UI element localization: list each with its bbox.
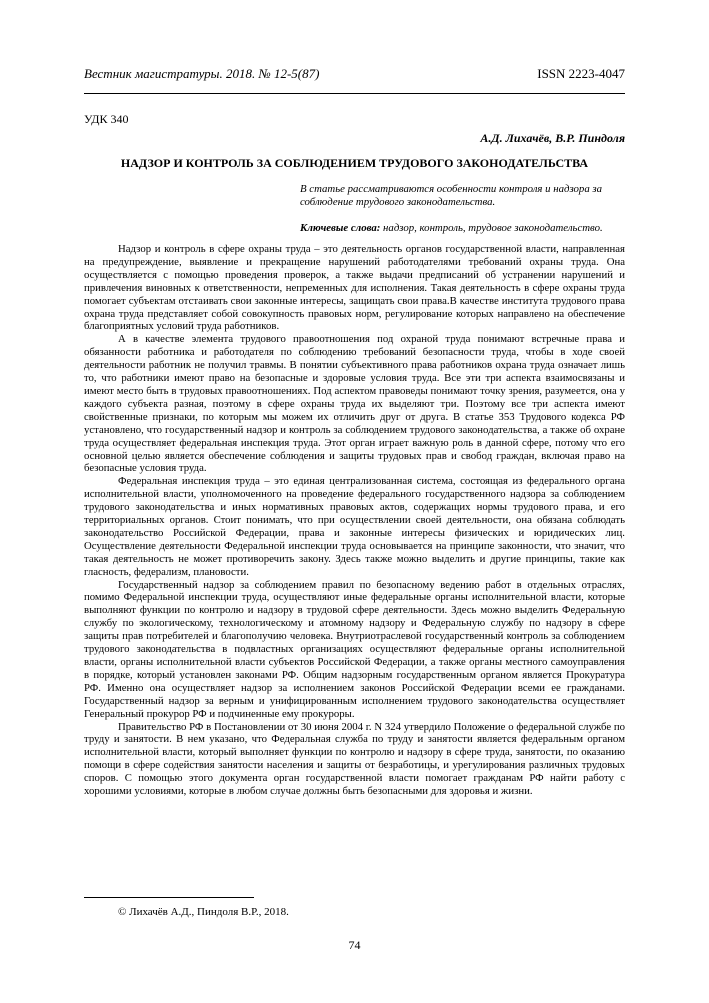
body-paragraph: Федеральная инспекция труда – это единая централизованная система, состоящая из федерального органа исполнительной власти, уполномоченного на проведение федерального государственного надзора за соблюдением трудового законодательства и иных нормативных правовых актов, содержащих нормы трудового права, и его территориальных органов. Стоит понимать, что при осуществлении своей деятельности, она обязана соблюдать законодательство Российской Федерации, права и законные интересы физических и юридических лиц. Осуществление деятельности Федеральной инспекции труда основывается на принципе законности, что значит, что такая деятельность не может противоречить закону. Здесь также можно выделить и другие принципы, такие как гласность, федерализм, плановости. (84, 475, 625, 578)
keywords-text: надзор, контроль, трудовое законодательство. (380, 222, 603, 234)
body-paragraph: А в качестве элемента трудового правоотношения под охраной труда понимают встречные права и обязанности работника и работодателя по соблюдению требований безопасности труда, чтобы в ходе своей деятельности работник не получил травмы. В понятии субъективного права работников охрана труда означает лишь то, что работники имеют право на безопасные и здоровые условия труда. Все эти три аспекта взаимосвязаны и имеют место быть в трудовых правоотношениях. Под аспектом правоведы понимают точку зрения, разумеется, она у каждого субъекта разная, поэтому в сфере охраны труда их выделяют три. Поэтому все три аспекта имеют свойственные признаки, по которым мы можем их отличить друг от друга. В статье 353 Трудового кодекса РФ установлено, что государственный надзор и контроль за соблюдением трудового законодательства, а также об охране труда осуществляет федеральная инспекция труда. Этот орган играет важную роль в данной сфере, потому что его основной целью является обеспечение соблюдения и защиты трудовых прав и свобод граждан, включая право на безопасные условия труда. (84, 333, 625, 475)
udk-code: УДК 340 (84, 112, 129, 126)
body-paragraph: Правительство РФ в Постановлении от 30 июня 2004 г. N 324 утвердило Положение о федеральной службе по труду и занятости. В нем указано, что Федеральная служба по труду и занятости является федеральным органом исполнительной власти, который выполняет функции по контролю и надзору в сфере труда, занятости, по оказанию помощи в сфере содействия занятости населения и защиты от безработицы, и урегулирования различных трудовых споров. С помощью этого документа орган государственной власти помогает гражданам РФ найти работу с хорошими условиями, которые в любом случае должны быть безопасными для здоровья и жизни. (84, 720, 625, 798)
issn: ISSN 2223-4047 (537, 66, 625, 81)
copyright-footnote: © Лихачёв А.Д., Пиндоля В.Р., 2018. (118, 906, 289, 918)
article-abstract: В статье рассматриваются особенности контроля и надзора за соблюдение трудового законодательства. (300, 183, 603, 208)
article-body (84, 243, 625, 798)
article-title: НАДЗОР И КОНТРОЛЬ ЗА СОБЛЮДЕНИЕМ ТРУДОВОГО ЗАКОНОДАТЕЛЬСТВА (120, 156, 589, 170)
journal-title: Вестник магистратуры. 2018. № 12-5(87) (84, 66, 320, 81)
page-number: 74 (348, 938, 361, 952)
keywords-label: Ключевые слова: (300, 222, 381, 234)
running-header (84, 66, 625, 84)
body-paragraph: Надзор и контроль в сфере охраны труда – это деятельность органов государственной власти, направленная на предупреждение, выявление и прекращение нарушений работодателями требований охраны труда. Она осуществляется с помощью проведения проверок, а также выдачи предписаний об устранении нарушений и привлечения виновных к ответственности, непременных для исполнения. Такая деятельность в сфере охраны труда помогает субъектам отстаивать свои законные интересы, защищать свои права.В качестве института трудового права охрана труда представляет собой совокупность правовых норм, регулирование которых направлено на обеспечение благоприятных условий труда работников. (84, 243, 625, 333)
header-divider (84, 93, 625, 94)
keywords (300, 222, 625, 235)
body-paragraph: Государственный надзор за соблюдением правил по безопасному ведению работ в отдельных отраслях, помимо Федеральной инспекции труда, осуществляют иные федеральные органы исполнительной власти, которые выполняют функции по контролю и надзору в трудовой сфере деятельности. Здесь можно выделить Федеральную службу по экологическому, технологическому и атомному надзору и Федеральную службу по надзору в сфере защиты прав потребителей и благополучию человека. Внутриотраслевой государственный контроль за соблюдением трудового законодательства в подвластных организациях осуществляют федеральные органы исполнительной власти, органы исполнительной власти субъектов Российской Федерации, а также органы местного самоуправления в порядке, который установлен законами РФ. Общим надзорным государственным органом является Прокуратура РФ. Именно она осуществляет надзор за исполнением законов Российской Федерации всеми ее гражданами. Государственный надзор за верным и унифицированным исполнением трудового законодательства осуществляет Генеральный прокурор РФ и подчиненные ему прокуроры. (84, 578, 625, 720)
article-authors: А.Д. Лихачёв, В.Р. Пиндоля (480, 131, 625, 145)
footnote-divider (84, 897, 254, 898)
